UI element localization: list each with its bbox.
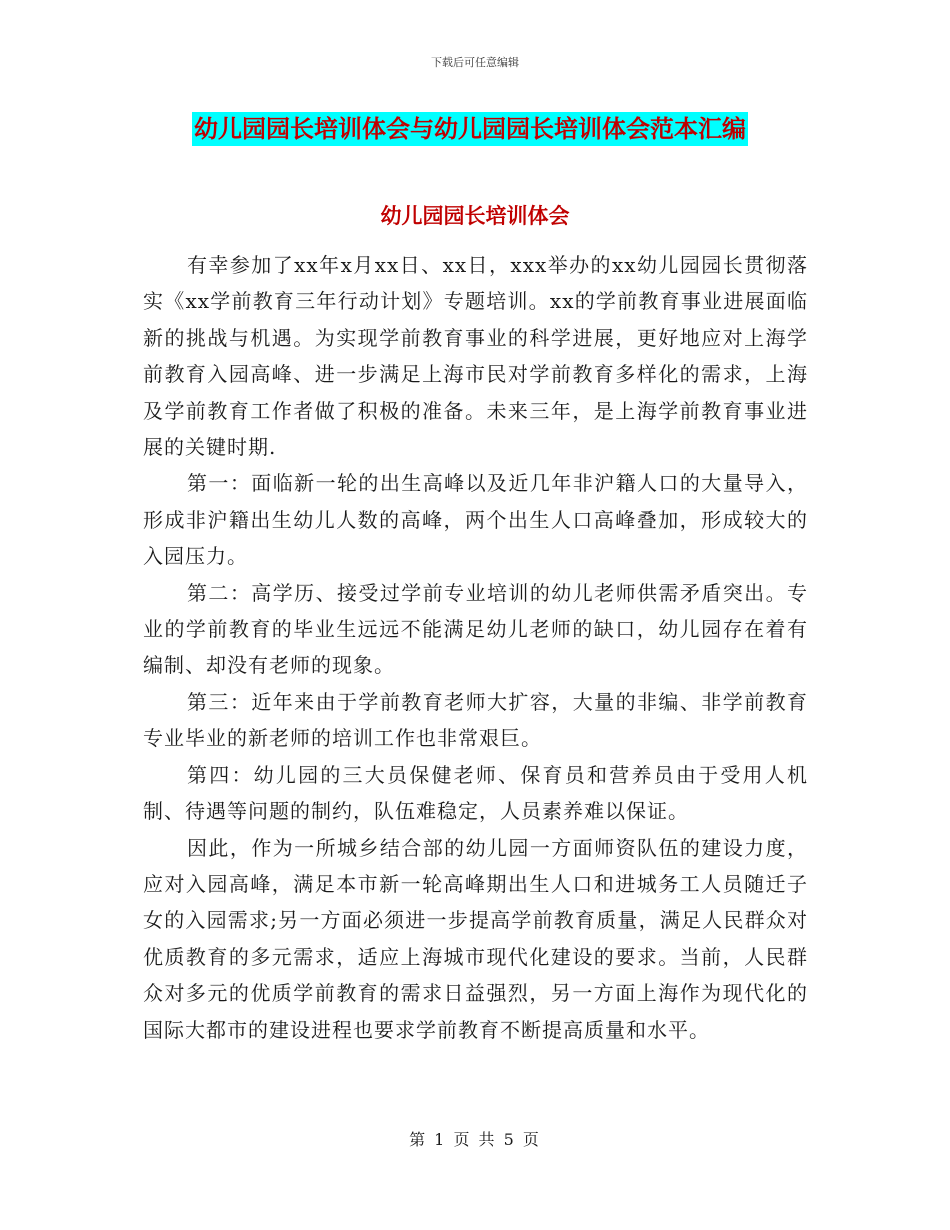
paragraph: 第四：幼儿园的三大员保健老师、保育员和营养员由于受用人机制、待遇等问题的制约，队伍难稳定，人员素养难以保证。 [143, 762, 808, 824]
paragraph: 第二：高学历、接受过学前专业培训的幼儿老师供需矛盾突出。专业的学前教育的毕业生远远不能满足幼儿老师的缺口，幼儿园存在着有编制、却没有老师的现象。 [143, 580, 808, 678]
body-text [143, 247, 808, 1048]
paragraph: 有幸参加了xx年x月xx日、xx日，xxx举办的xx幼儿园园长贯彻落实《xx学前教育三年行动计划》专题培训。xx的学前教育事业进展面临新的挑战与机遇。为实现学前教育事业的科学进展，更好地应对上海学前教育入园高峰、进一步满足上海市民对学前教育多样化的需求，上海及学前教育工作者做了积极的准备。未来三年，是上海学前教育事业进展的关键时期. [143, 253, 808, 460]
document-title: 幼儿园园长培训体会与幼儿园园长培训体会范本汇编 [192, 112, 748, 146]
paragraph: 第一：面临新一轮的出生高峰以及近几年非沪籍人口的大量导入，形成非沪籍出生幼儿人数的高峰，两个出生人口高峰叠加，形成较大的入园压力。 [143, 471, 808, 569]
section-title: 幼儿园园长培训体会 [380, 204, 570, 228]
paragraph: 第三：近年来由于学前教育老师大扩容，大量的非编、非学前教育专业毕业的新老师的培训工作也非常艰巨。 [143, 689, 808, 751]
paragraph: 因此，作为一所城乡结合部的幼儿园一方面师资队伍的建设力度，应对入园高峰，满足本市新一轮高峰期出生人口和进城务工人员随迁子女的入园需求;另一方面必须进一步提高学前教育质量，满足人民群众对优质教育的多元需求，适应上海城市现代化建设的要求。当前，人民群众对多元的优质学前教育的需求日益强烈，另一方面上海作为现代化的国际大都市的建设进程也要求学前教育不断提高质量和水平。 [143, 835, 808, 1042]
header-note: 下载后可任意编辑 [431, 56, 519, 69]
page-number: 第 1 页 共 5 页 [409, 1130, 541, 1149]
